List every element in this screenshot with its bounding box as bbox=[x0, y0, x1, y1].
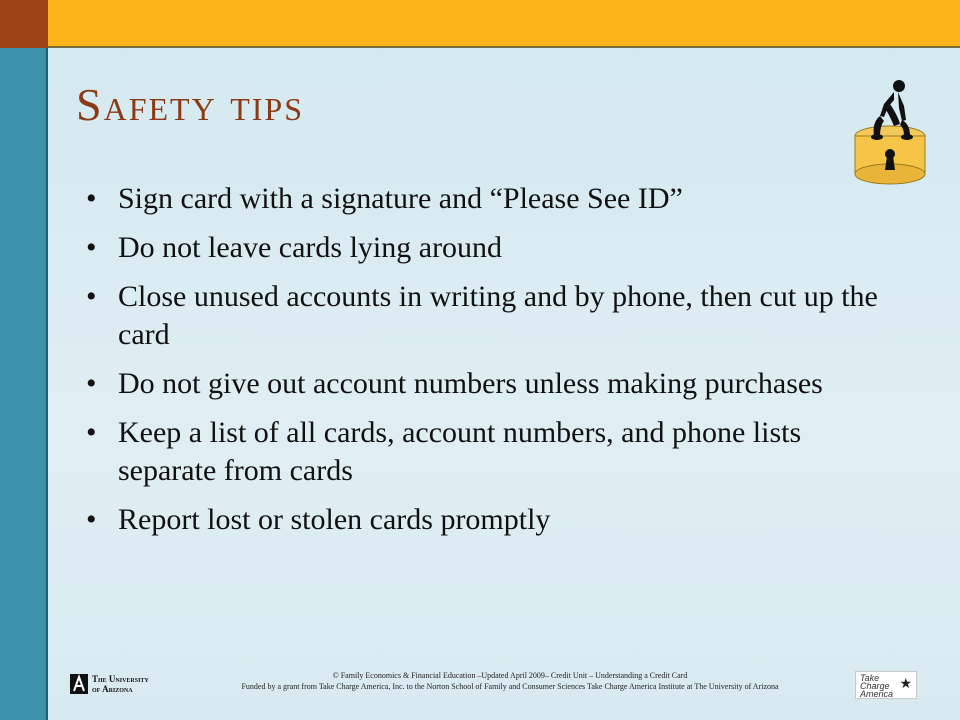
list-item bbox=[86, 180, 906, 218]
bullet-marker: • bbox=[86, 231, 97, 264]
top-bar bbox=[48, 0, 960, 48]
university-logo-line2: of Arizona bbox=[92, 684, 133, 694]
university-of-arizona-logo bbox=[70, 672, 162, 696]
list-item-text: Keep a list of all cards, account numbers, and phone lists separate from cards bbox=[118, 416, 802, 487]
person-on-padlock-icon bbox=[850, 76, 930, 186]
take-charge-america-logo bbox=[855, 671, 917, 699]
university-logo-line1: The University bbox=[92, 674, 149, 684]
list-item bbox=[86, 229, 906, 267]
list-item-text: Close unused accounts in writing and by phone, then cut up the card bbox=[118, 280, 878, 351]
list-item bbox=[86, 501, 906, 539]
side-bar bbox=[0, 48, 48, 720]
list-item bbox=[86, 278, 906, 354]
list-item-text: Do not leave cards lying around bbox=[118, 231, 503, 264]
take-charge-logo-text bbox=[860, 674, 893, 698]
footer-line-1: © Family Economics & Financial Education –Updated April 2009– Credit Unit – Understanding a Credit Card bbox=[332, 671, 688, 680]
footer-line-2: Funded by a grant from Take Charge America, Inc. to the Norton School of Family and Consumer Sciences Take Charge America Institute at The University of Arizona bbox=[241, 682, 779, 691]
corner-block bbox=[0, 0, 48, 48]
university-logo-text bbox=[92, 674, 149, 694]
take-charge-line2: Charge bbox=[860, 681, 890, 691]
take-charge-line1: Take bbox=[860, 673, 880, 683]
slide-title: Safety tips bbox=[76, 79, 304, 130]
bullet-marker: • bbox=[86, 416, 97, 449]
bullet-marker: • bbox=[86, 367, 97, 400]
list-item-text: Sign card with a signature and “Please See ID” bbox=[118, 182, 683, 215]
list-item-text: Do not give out account numbers unless making purchases bbox=[118, 367, 823, 400]
university-a-icon bbox=[70, 674, 88, 694]
list-item bbox=[86, 414, 906, 490]
footer-credits bbox=[160, 670, 860, 692]
bullet-marker: • bbox=[86, 182, 97, 215]
take-charge-line3: America bbox=[860, 689, 894, 699]
star-icon: ★ bbox=[899, 676, 912, 692]
bullet-marker: • bbox=[86, 280, 97, 313]
bullet-marker: • bbox=[86, 503, 97, 536]
bullet-list bbox=[86, 180, 906, 550]
list-item-text: Report lost or stolen cards promptly bbox=[118, 503, 551, 536]
list-item bbox=[86, 365, 906, 403]
